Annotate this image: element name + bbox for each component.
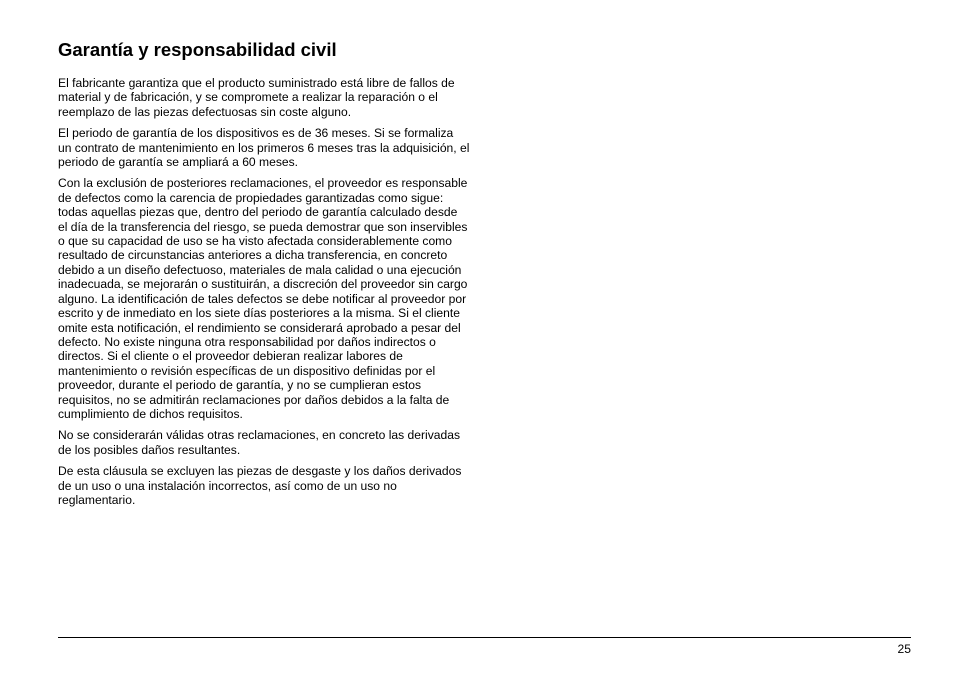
footer-divider (58, 637, 911, 638)
section-title: Garantía y responsabilidad civil (58, 39, 337, 60)
paragraph-supplier-liability: Con la exclusión de posteriores reclamaciones, el proveedor es responsable de defectos como la carencia de propiedades garantizadas como sigue: todas aquellas piezas que, dentro del periodo de garantía calculado desde el día de la transferencia del riesgo, se pueda demostrar que son inservibles o que su capacidad de uso se ha visto afectada considerablemente como resultado de circunstancias anteriores a dicha transferencia, en concreto debido a un diseño defectuoso, materiales de mala calidad o una ejecución inadecuada, se mejorarán o sustituirán, a discreción del proveedor sin cargo alguno. La identificación de tales defectos se debe notificar al proveedor por escrito y de inmediato en los siete días posteriores a la misma. Si el cliente omite esta notificación, el rendimiento se considerará aprobado a pesar del defecto. No existe ninguna otra responsabilidad por daños indirectos o directos. Si el cliente o el proveedor debieran realizar labores de mantenimiento o revisión específicas de un dispositivo definidas por el proveedor, durante el periodo de garantía, y no se cumplieran estos requisitos, no se admitirán reclamaciones por daños debidos a la falta de cumplimiento de dichos requisitos. (58, 176, 468, 421)
document-body (58, 38, 470, 514)
paragraph-exclusions: De esta cláusula se excluyen las piezas de desgaste y los daños derivados de un uso o una instalación incorrectos, así como de un uso no reglamentario. (58, 464, 462, 507)
paragraph-manufacturer-guarantee: El fabricante garantiza que el producto suministrado está libre de fallos de material y de fabricación, y se compromete a realizar la reparación o el reemplazo de las piezas defectuosas sin coste alguno. (58, 76, 455, 119)
paragraph-warranty-period: El periodo de garantía de los dispositivos es de 36 meses. Si se formaliza un contrato de mantenimiento en los primeros 6 meses tras la adquisición, el periodo de garantía se ampliará a 60 meses. (58, 126, 470, 170)
page-number: 25 (897, 642, 911, 656)
paragraph-other-claims: No se considerarán válidas otras reclamaciones, en concreto las derivadas de los posibles daños resultantes. (58, 428, 460, 457)
